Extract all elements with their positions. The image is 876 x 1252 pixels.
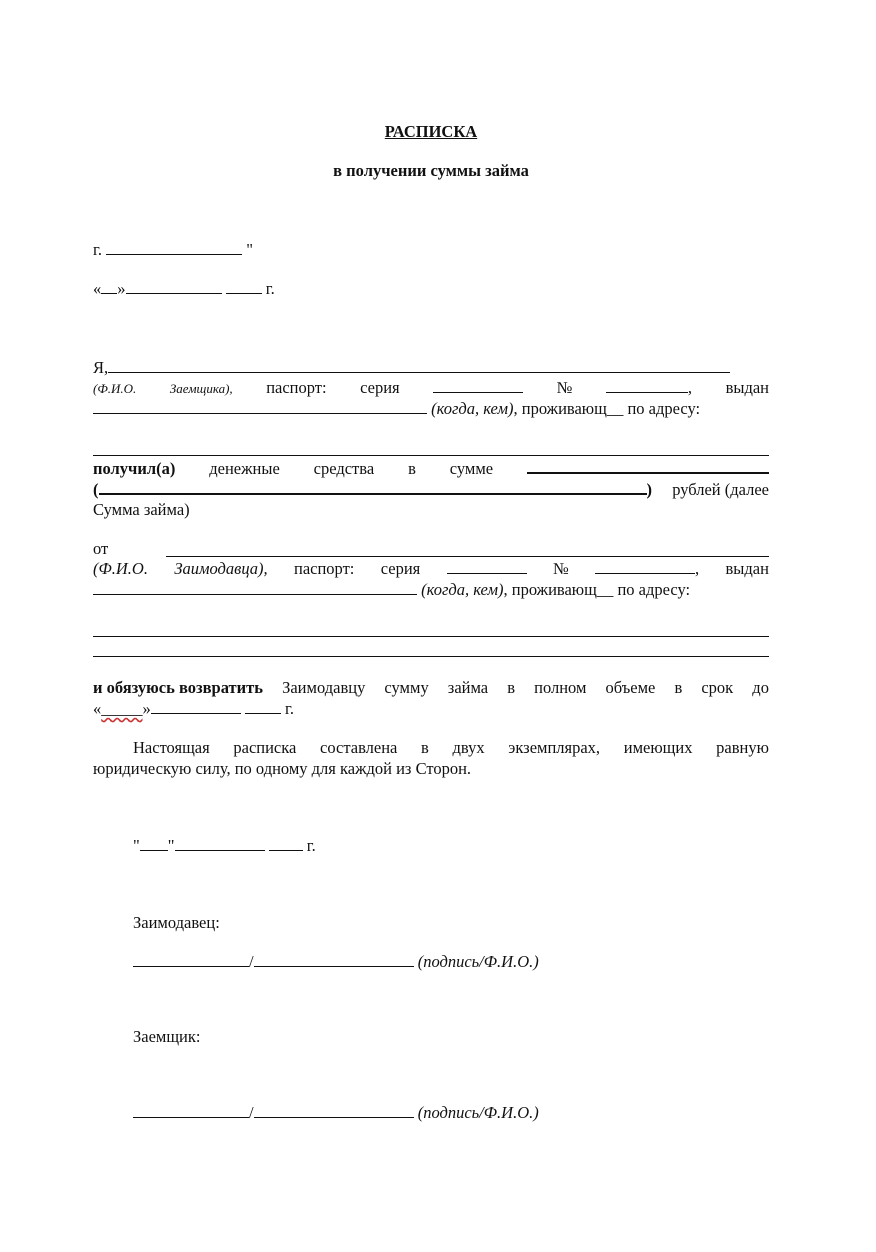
lender-passport-label: паспорт: [293,559,355,578]
signature-year-suffix: г. [306,836,316,855]
received-word-sum: сумме [449,459,494,478]
borrower-number-sign: № [556,378,573,397]
year-blank[interactable] [226,279,262,294]
obligation-word-7: в [674,678,683,697]
borrower-fio-hint-2: Заемщика), [169,381,233,396]
rubles-tail: рублей (далее [672,480,769,499]
lender-when-who-hint: (когда, кем) [421,580,504,599]
lender-signature-hint: (подпись/Ф.И.О.) [417,952,539,971]
signature-day-blank[interactable] [140,836,168,851]
return-date-line [93,699,294,719]
borrower-signature-slash: / [249,1103,254,1122]
lender-address-blank-2[interactable] [93,656,769,657]
borrower-passport-label: паспорт: [266,378,327,397]
lender-passport-line [93,559,769,579]
borrower-fio-blank[interactable] [108,358,730,373]
lender-fio-hint-2: Заимодавца), [174,559,268,578]
return-month-blank[interactable] [151,699,241,714]
lender-signature-line [133,952,539,972]
month-blank[interactable] [126,279,222,294]
borrower-signature-hint: (подпись/Ф.И.О.) [417,1103,539,1122]
copies-word-5: двух [452,738,485,757]
borrower-intro-line [93,358,730,378]
lender-fio-blank[interactable] [166,556,769,557]
year-suffix: г. [265,279,275,298]
sum-digits-blank[interactable] [527,458,769,474]
copies-line-2: юридическую силу, по одному для каждой из Сторон. [93,759,472,778]
borrower-intro: Я, [93,358,109,377]
return-year-blank[interactable] [245,699,281,714]
obligation-word-5: полном [534,678,587,697]
copies-word-6: экземплярах, [508,738,601,757]
borrower-fio-hint-1: (Ф.И.О. [93,381,137,396]
obligation-word-3: займа [447,678,489,697]
obligation-word-2: сумму [384,678,429,697]
received-word-money: денежные [209,459,280,478]
borrower-series-label: серия [360,378,400,397]
copies-word-8: равную [716,738,769,757]
obligation-word-8: срок [701,678,734,697]
obligation-word-9: до [752,678,769,697]
copies-line-1 [133,738,769,758]
obligation-bold: и обязуюсь возвратить [93,678,263,697]
received-word-in: в [408,459,416,478]
borrower-when-who-hint: (когда, кем) [431,399,514,418]
borrower-name-blank[interactable] [254,1103,414,1118]
borrower-signature-line [133,1103,539,1123]
date-open-quote: « [93,279,102,298]
city-line [93,240,253,260]
received-verb: получил(а) [93,459,176,478]
lender-residing-label: , проживающ__ по адресу: [503,580,691,599]
lender-signature-slash: / [249,952,254,971]
sum-words-line [93,479,769,500]
borrower-signature-label: Заемщик: [133,1027,201,1046]
lender-fio-hint: (Ф.И.О. [93,559,148,578]
lender-number-sign: № [552,559,569,578]
date-line [93,279,275,299]
lender-issued-line [93,580,690,600]
return-date-open: « [93,699,102,718]
obligation-line [93,678,769,698]
borrower-fio-hint [93,379,136,399]
lender-signature-label: Заимодавец: [133,913,220,932]
return-date-close: » [142,699,151,718]
borrower-residing-label: , проживающ__ по адресу: [513,399,701,418]
lender-from-label: от [93,539,109,558]
borrower-number-blank[interactable] [606,378,688,393]
city-suffix: " [246,240,254,259]
return-day-blank[interactable]: _____ [101,699,143,718]
lender-signature-blank[interactable] [133,952,249,967]
borrower-passport-line [93,378,769,399]
date-close-quote: » [117,279,126,298]
lender-series-blank[interactable] [447,559,527,574]
lender-series-label: серия [380,559,421,578]
signature-date-line [133,836,316,856]
document-title: РАСПИСКА [384,122,478,141]
lender-number-blank[interactable] [595,559,695,574]
lender-issued-label: выдан [725,559,769,578]
borrower-issued-line [93,399,700,419]
lender-name-blank[interactable] [254,952,414,967]
sum-paren-close: ) [646,480,652,499]
sum-alias: Сумма займа) [93,500,190,519]
lender-issued-blank[interactable] [93,580,417,595]
received-word-funds: средства [313,459,375,478]
borrower-address-blank[interactable] [93,455,769,456]
document-subtitle: в получении суммы займа [333,161,529,180]
signature-date-open: " [133,836,140,855]
lender-number-comma: , [695,559,700,578]
city-blank[interactable] [106,240,242,255]
obligation-word-1: Заимодавцу [282,678,366,697]
received-line [93,458,769,479]
borrower-series-blank[interactable] [433,378,523,393]
lender-from-line [93,539,108,559]
borrower-number-comma: , [687,378,693,397]
sum-words-blank[interactable] [99,479,647,495]
return-year-suffix: г. [285,699,295,718]
signature-month-blank[interactable] [175,836,265,851]
day-blank[interactable] [101,279,117,294]
borrower-issued-label: выдан [725,378,769,397]
obligation-word-6: объеме [605,678,656,697]
copies-word-1: Настоящая [133,738,210,757]
copies-word-3: составлена [320,738,398,757]
borrower-signature-blank[interactable] [133,1103,249,1118]
city-prefix: г. [93,240,103,259]
signature-date-close: " [167,836,175,855]
borrower-issued-blank[interactable] [93,399,427,414]
copies-word-2: расписка [233,738,297,757]
obligation-word-4: в [507,678,516,697]
copies-word-4: в [421,738,429,757]
sum-paren-open: ( [93,480,99,499]
copies-word-7: имеющих [623,738,693,757]
lender-address-blank-1[interactable] [93,636,769,637]
signature-year-blank[interactable] [269,836,303,851]
